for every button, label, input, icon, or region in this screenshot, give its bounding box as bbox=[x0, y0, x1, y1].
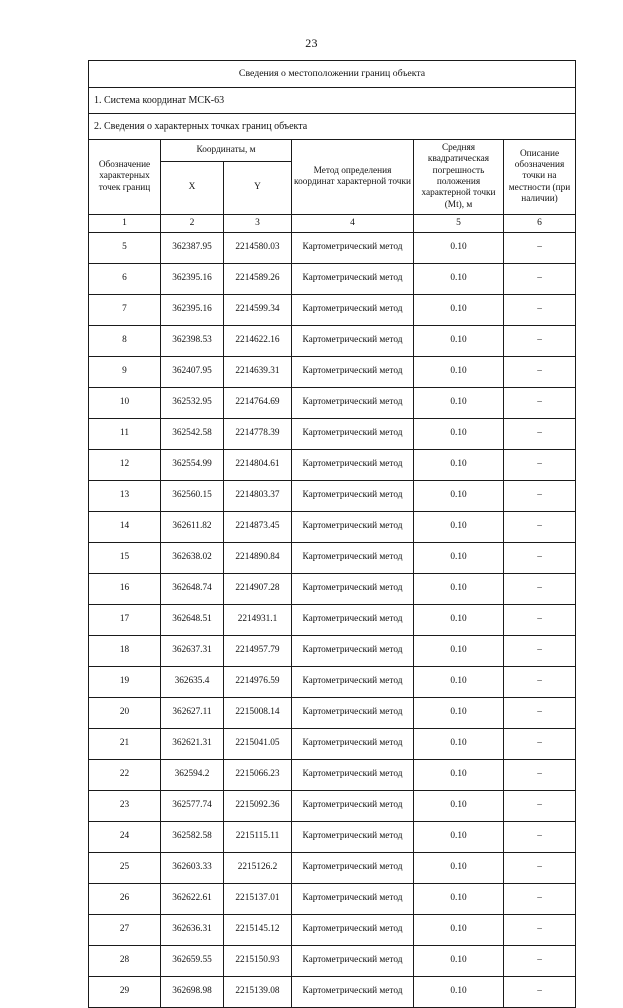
cell-coordinate-x: 362387.95 bbox=[161, 232, 224, 263]
header-method: Метод определения координат характерной точки bbox=[292, 140, 414, 215]
cell-description: – bbox=[504, 604, 576, 635]
cell-point-number: 25 bbox=[89, 852, 161, 883]
cell-error: 0.10 bbox=[414, 821, 504, 852]
section-row-characteristic-points bbox=[89, 114, 576, 140]
cell-method: Картометрический метод bbox=[292, 728, 414, 759]
cell-point-number: 23 bbox=[89, 790, 161, 821]
table-row bbox=[89, 790, 576, 821]
cell-point-number: 14 bbox=[89, 511, 161, 542]
cell-coordinate-y: 2215115.11 bbox=[224, 821, 292, 852]
column-number-3: 3 bbox=[224, 214, 292, 232]
table-row bbox=[89, 232, 576, 263]
table-row bbox=[89, 356, 576, 387]
cell-point-number: 9 bbox=[89, 356, 161, 387]
cell-description: – bbox=[504, 914, 576, 945]
cell-error: 0.10 bbox=[414, 418, 504, 449]
cell-error: 0.10 bbox=[414, 356, 504, 387]
cell-error: 0.10 bbox=[414, 852, 504, 883]
cell-description: – bbox=[504, 573, 576, 604]
cell-point-number: 24 bbox=[89, 821, 161, 852]
column-number-4: 4 bbox=[292, 214, 414, 232]
cell-error: 0.10 bbox=[414, 759, 504, 790]
cell-coordinate-y: 2214639.31 bbox=[224, 356, 292, 387]
cell-error: 0.10 bbox=[414, 945, 504, 976]
cell-description: – bbox=[504, 480, 576, 511]
cell-point-number: 20 bbox=[89, 697, 161, 728]
cell-description: – bbox=[504, 418, 576, 449]
cell-error: 0.10 bbox=[414, 449, 504, 480]
section-row-coordinate-system bbox=[89, 88, 576, 114]
cell-point-number: 21 bbox=[89, 728, 161, 759]
cell-description: – bbox=[504, 294, 576, 325]
table-title: Сведения о местоположении границ объекта bbox=[89, 61, 576, 88]
cell-coordinate-y: 2215139.08 bbox=[224, 976, 292, 1007]
cell-method: Картометрический метод bbox=[292, 325, 414, 356]
column-number-5: 5 bbox=[414, 214, 504, 232]
cell-description: – bbox=[504, 883, 576, 914]
table-row bbox=[89, 635, 576, 666]
cell-error: 0.10 bbox=[414, 728, 504, 759]
column-number-2: 2 bbox=[161, 214, 224, 232]
cell-coordinate-y: 2215066.23 bbox=[224, 759, 292, 790]
cell-coordinate-x: 362648.51 bbox=[161, 604, 224, 635]
column-number-row bbox=[89, 214, 576, 232]
cell-error: 0.10 bbox=[414, 480, 504, 511]
cell-method: Картометрический метод bbox=[292, 976, 414, 1007]
cell-coordinate-y: 2214931.1 bbox=[224, 604, 292, 635]
header-x: X bbox=[161, 162, 224, 215]
table-row bbox=[89, 480, 576, 511]
cell-method: Картометрический метод bbox=[292, 294, 414, 325]
cell-point-number: 17 bbox=[89, 604, 161, 635]
cell-error: 0.10 bbox=[414, 604, 504, 635]
cell-coordinate-x: 362395.16 bbox=[161, 263, 224, 294]
cell-error: 0.10 bbox=[414, 697, 504, 728]
cell-coordinate-x: 362594.2 bbox=[161, 759, 224, 790]
cell-method: Картометрический метод bbox=[292, 356, 414, 387]
cell-point-number: 29 bbox=[89, 976, 161, 1007]
table-row bbox=[89, 945, 576, 976]
cell-error: 0.10 bbox=[414, 232, 504, 263]
cell-point-number: 6 bbox=[89, 263, 161, 294]
cell-error: 0.10 bbox=[414, 883, 504, 914]
cell-point-number: 7 bbox=[89, 294, 161, 325]
cell-coordinate-y: 2215041.05 bbox=[224, 728, 292, 759]
cell-description: – bbox=[504, 852, 576, 883]
header-coordinates-group: Координаты, м bbox=[161, 140, 292, 162]
table-row bbox=[89, 821, 576, 852]
cell-error: 0.10 bbox=[414, 573, 504, 604]
cell-method: Картометрический метод bbox=[292, 759, 414, 790]
cell-method: Картометрический метод bbox=[292, 666, 414, 697]
cell-error: 0.10 bbox=[414, 635, 504, 666]
table-row bbox=[89, 697, 576, 728]
cell-description: – bbox=[504, 449, 576, 480]
cell-point-number: 28 bbox=[89, 945, 161, 976]
table-body bbox=[89, 61, 576, 1008]
cell-coordinate-y: 2214957.79 bbox=[224, 635, 292, 666]
cell-method: Картометрический метод bbox=[292, 387, 414, 418]
cell-description: – bbox=[504, 542, 576, 573]
cell-point-number: 27 bbox=[89, 914, 161, 945]
cell-coordinate-x: 362532.95 bbox=[161, 387, 224, 418]
cell-description: – bbox=[504, 697, 576, 728]
table-row bbox=[89, 418, 576, 449]
cell-point-number: 18 bbox=[89, 635, 161, 666]
cell-method: Картометрический метод bbox=[292, 914, 414, 945]
table-row bbox=[89, 294, 576, 325]
cell-error: 0.10 bbox=[414, 325, 504, 356]
cell-description: – bbox=[504, 356, 576, 387]
cell-method: Картометрический метод bbox=[292, 573, 414, 604]
table-row bbox=[89, 325, 576, 356]
table-row bbox=[89, 759, 576, 790]
table-row bbox=[89, 511, 576, 542]
table-row bbox=[89, 976, 576, 1007]
header-y: Y bbox=[224, 162, 292, 215]
cell-method: Картометрический метод bbox=[292, 449, 414, 480]
cell-coordinate-x: 362659.55 bbox=[161, 945, 224, 976]
cell-coordinate-y: 2214599.34 bbox=[224, 294, 292, 325]
cell-coordinate-x: 362611.82 bbox=[161, 511, 224, 542]
table-row bbox=[89, 666, 576, 697]
cell-coordinate-y: 2215150.93 bbox=[224, 945, 292, 976]
table-row bbox=[89, 728, 576, 759]
cell-point-number: 11 bbox=[89, 418, 161, 449]
cell-coordinate-x: 362637.31 bbox=[161, 635, 224, 666]
cell-coordinate-x: 362621.31 bbox=[161, 728, 224, 759]
cell-method: Картометрический метод bbox=[292, 945, 414, 976]
cell-error: 0.10 bbox=[414, 542, 504, 573]
cell-method: Картометрический метод bbox=[292, 852, 414, 883]
cell-error: 0.10 bbox=[414, 666, 504, 697]
table-row bbox=[89, 263, 576, 294]
cell-error: 0.10 bbox=[414, 263, 504, 294]
cell-point-number: 22 bbox=[89, 759, 161, 790]
page-number: 23 bbox=[305, 36, 318, 50]
cell-point-number: 10 bbox=[89, 387, 161, 418]
cell-coordinate-y: 2214804.61 bbox=[224, 449, 292, 480]
cell-coordinate-y: 2214580.03 bbox=[224, 232, 292, 263]
cell-error: 0.10 bbox=[414, 294, 504, 325]
cell-point-number: 5 bbox=[89, 232, 161, 263]
cell-coordinate-y: 2215126.2 bbox=[224, 852, 292, 883]
cell-method: Картометрический метод bbox=[292, 604, 414, 635]
table-row bbox=[89, 573, 576, 604]
cell-coordinate-y: 2214622.16 bbox=[224, 325, 292, 356]
table-row bbox=[89, 387, 576, 418]
cell-coordinate-y: 2214907.28 bbox=[224, 573, 292, 604]
cell-point-number: 19 bbox=[89, 666, 161, 697]
cell-method: Картометрический метод bbox=[292, 697, 414, 728]
cell-coordinate-x: 362395.16 bbox=[161, 294, 224, 325]
cell-coordinate-x: 362560.15 bbox=[161, 480, 224, 511]
table-row bbox=[89, 914, 576, 945]
cell-coordinate-x: 362398.53 bbox=[161, 325, 224, 356]
table-row bbox=[89, 449, 576, 480]
cell-error: 0.10 bbox=[414, 976, 504, 1007]
cell-point-number: 16 bbox=[89, 573, 161, 604]
section-2-label: 2. Сведения о характерных точках границ объекта bbox=[89, 114, 576, 140]
cell-point-number: 26 bbox=[89, 883, 161, 914]
cell-coordinate-y: 2215008.14 bbox=[224, 697, 292, 728]
cell-description: – bbox=[504, 759, 576, 790]
cell-description: – bbox=[504, 945, 576, 976]
cell-coordinate-x: 362698.98 bbox=[161, 976, 224, 1007]
table-row bbox=[89, 542, 576, 573]
table-title-row bbox=[89, 61, 576, 88]
cell-coordinate-x: 362577.74 bbox=[161, 790, 224, 821]
cell-coordinate-y: 2214873.45 bbox=[224, 511, 292, 542]
cell-coordinate-x: 362407.95 bbox=[161, 356, 224, 387]
cell-coordinate-x: 362636.31 bbox=[161, 914, 224, 945]
cell-error: 0.10 bbox=[414, 511, 504, 542]
cell-description: – bbox=[504, 511, 576, 542]
cell-method: Картометрический метод bbox=[292, 821, 414, 852]
cell-method: Картометрический метод bbox=[292, 511, 414, 542]
cell-description: – bbox=[504, 325, 576, 356]
cell-coordinate-y: 2215137.01 bbox=[224, 883, 292, 914]
cell-coordinate-x: 362638.02 bbox=[161, 542, 224, 573]
cell-coordinate-x: 362627.11 bbox=[161, 697, 224, 728]
cell-coordinate-x: 362542.58 bbox=[161, 418, 224, 449]
cell-coordinate-y: 2214764.69 bbox=[224, 387, 292, 418]
cell-method: Картометрический метод bbox=[292, 418, 414, 449]
header-description: Описание обозначения точки на местности (при наличии) bbox=[504, 140, 576, 215]
cell-coordinate-x: 362622.61 bbox=[161, 883, 224, 914]
cell-point-number: 13 bbox=[89, 480, 161, 511]
cell-coordinate-y: 2214976.59 bbox=[224, 666, 292, 697]
cell-description: – bbox=[504, 976, 576, 1007]
column-number-1: 1 bbox=[89, 214, 161, 232]
cell-point-number: 12 bbox=[89, 449, 161, 480]
cell-coordinate-x: 362554.99 bbox=[161, 449, 224, 480]
cell-method: Картометрический метод bbox=[292, 790, 414, 821]
cell-error: 0.10 bbox=[414, 790, 504, 821]
header-row-top bbox=[89, 140, 576, 162]
table-row bbox=[89, 852, 576, 883]
cell-coordinate-x: 362635.4 bbox=[161, 666, 224, 697]
cell-description: – bbox=[504, 728, 576, 759]
cell-method: Картометрический метод bbox=[292, 480, 414, 511]
cell-point-number: 15 bbox=[89, 542, 161, 573]
cell-method: Картометрический метод bbox=[292, 232, 414, 263]
cell-method: Картометрический метод bbox=[292, 883, 414, 914]
header-point-designation: Обозначение характерных точек границ bbox=[89, 140, 161, 215]
cell-coordinate-y: 2214589.26 bbox=[224, 263, 292, 294]
cell-coordinate-x: 362582.58 bbox=[161, 821, 224, 852]
cell-method: Картометрический метод bbox=[292, 542, 414, 573]
cell-method: Картометрический метод bbox=[292, 263, 414, 294]
table-row bbox=[89, 883, 576, 914]
cell-error: 0.10 bbox=[414, 387, 504, 418]
boundary-points-table bbox=[88, 60, 576, 1008]
header-mean-square-error: Средняя квадратическая погрешность положения характерной точки (Мt), м bbox=[414, 140, 504, 215]
cell-description: – bbox=[504, 821, 576, 852]
cell-description: – bbox=[504, 232, 576, 263]
cell-coordinate-y: 2215145.12 bbox=[224, 914, 292, 945]
table-row bbox=[89, 604, 576, 635]
cell-description: – bbox=[504, 790, 576, 821]
cell-coordinate-x: 362603.33 bbox=[161, 852, 224, 883]
cell-description: – bbox=[504, 387, 576, 418]
cell-description: – bbox=[504, 635, 576, 666]
cell-method: Картометрический метод bbox=[292, 635, 414, 666]
cell-coordinate-y: 2215092.36 bbox=[224, 790, 292, 821]
cell-description: – bbox=[504, 666, 576, 697]
cell-coordinate-y: 2214803.37 bbox=[224, 480, 292, 511]
column-number-6: 6 bbox=[504, 214, 576, 232]
cell-point-number: 8 bbox=[89, 325, 161, 356]
cell-error: 0.10 bbox=[414, 914, 504, 945]
cell-coordinate-y: 2214890.84 bbox=[224, 542, 292, 573]
cell-description: – bbox=[504, 263, 576, 294]
cell-coordinate-x: 362648.74 bbox=[161, 573, 224, 604]
cell-coordinate-y: 2214778.39 bbox=[224, 418, 292, 449]
section-1-label: 1. Система координат МСК-63 bbox=[89, 88, 576, 114]
